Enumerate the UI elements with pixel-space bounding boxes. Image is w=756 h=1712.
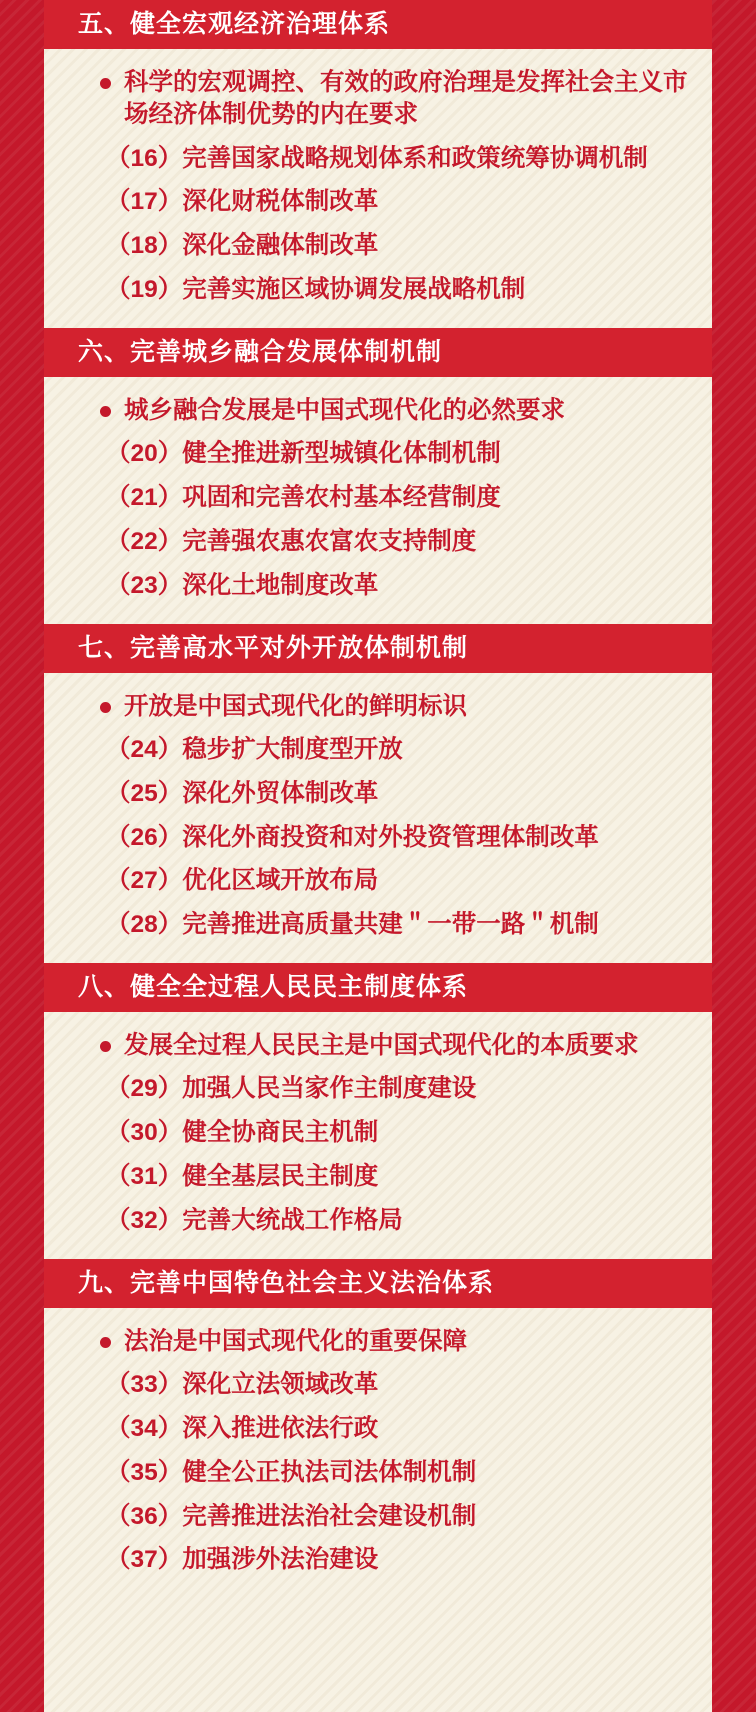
section-body bbox=[44, 49, 712, 328]
list-item: （29）加强人民当家作主制度建设 bbox=[106, 1075, 477, 1103]
list-item: （22）完善强农惠农富农支持制度 bbox=[106, 527, 477, 555]
section-heading: 九、完善中国特色社会主义法治体系 bbox=[44, 1259, 712, 1308]
section-body bbox=[44, 673, 712, 963]
list-item: （35）健全公正执法司法体制机制 bbox=[106, 1458, 477, 1486]
bullet-dot-icon bbox=[100, 1041, 111, 1052]
right-border-decoration bbox=[712, 0, 756, 1712]
section-eight bbox=[44, 963, 712, 1259]
list-item: （26）深化外商投资和对外投资管理体制改革 bbox=[106, 823, 599, 851]
section-nine bbox=[44, 1259, 712, 1598]
bullet-text: 法治是中国式现代化的重要保障 bbox=[124, 1327, 467, 1355]
list-item: （32）完善大统战工作格局 bbox=[106, 1206, 403, 1234]
section-body bbox=[44, 1012, 712, 1259]
content-panel bbox=[44, 0, 712, 1712]
bullet-dot-icon bbox=[100, 1337, 111, 1348]
bullet-text: 开放是中国式现代化的鲜明标识 bbox=[124, 692, 467, 720]
section-bullet bbox=[100, 1326, 690, 1358]
list-item: （20）健全推进新型城镇化体制机制 bbox=[106, 440, 501, 468]
section-heading: 五、健全宏观经济治理体系 bbox=[44, 0, 712, 49]
bullet-dot-icon bbox=[100, 78, 111, 89]
list-item: （16）完善国家战略规划体系和政策统筹协调机制 bbox=[106, 144, 648, 172]
list-item: （17）深化财税体制改革 bbox=[106, 188, 379, 216]
section-bullet bbox=[100, 67, 690, 132]
section-bullet bbox=[100, 691, 690, 723]
section-body bbox=[44, 377, 712, 624]
section-six bbox=[44, 328, 712, 624]
list-item: （25）深化外贸体制改革 bbox=[106, 779, 379, 807]
list-item: （18）深化金融体制改革 bbox=[106, 232, 379, 260]
list-item: （36）完善推进法治社会建设机制 bbox=[106, 1502, 477, 1530]
bullet-text: 城乡融合发展是中国式现代化的必然要求 bbox=[124, 396, 565, 424]
left-border-decoration bbox=[0, 0, 44, 1712]
list-item: （37）加强涉外法治建设 bbox=[106, 1546, 379, 1574]
list-item: （28）完善推进高质量共建＂一带一路＂机制 bbox=[106, 911, 599, 939]
list-item: （24）稳步扩大制度型开放 bbox=[106, 735, 403, 763]
section-heading: 七、完善高水平对外开放体制机制 bbox=[44, 624, 712, 673]
section-heading: 六、完善城乡融合发展体制机制 bbox=[44, 328, 712, 377]
bullet-dot-icon bbox=[100, 406, 111, 417]
list-item: （33）深化立法领域改革 bbox=[106, 1371, 379, 1399]
list-item: （23）深化土地制度改革 bbox=[106, 571, 379, 599]
bullet-text: 科学的宏观调控、有效的政府治理是发挥社会主义市场经济体制优势的内在要求 bbox=[124, 69, 688, 129]
section-bullet bbox=[100, 1030, 690, 1062]
list-item: （19）完善实施区域协调发展战略机制 bbox=[106, 276, 526, 304]
section-heading: 八、健全全过程人民民主制度体系 bbox=[44, 963, 712, 1012]
list-item: （27）优化区域开放布局 bbox=[106, 867, 379, 895]
bullet-dot-icon bbox=[100, 702, 111, 713]
section-seven bbox=[44, 624, 712, 963]
list-item: （21）巩固和完善农村基本经营制度 bbox=[106, 484, 501, 512]
list-item: （34）深入推进依法行政 bbox=[106, 1414, 379, 1442]
section-bullet bbox=[100, 395, 690, 427]
section-body bbox=[44, 1308, 712, 1598]
list-item: （31）健全基层民主制度 bbox=[106, 1163, 379, 1191]
bullet-text: 发展全过程人民民主是中国式现代化的本质要求 bbox=[124, 1032, 639, 1060]
section-five bbox=[44, 0, 712, 328]
list-item: （30）健全协商民主机制 bbox=[106, 1119, 379, 1147]
